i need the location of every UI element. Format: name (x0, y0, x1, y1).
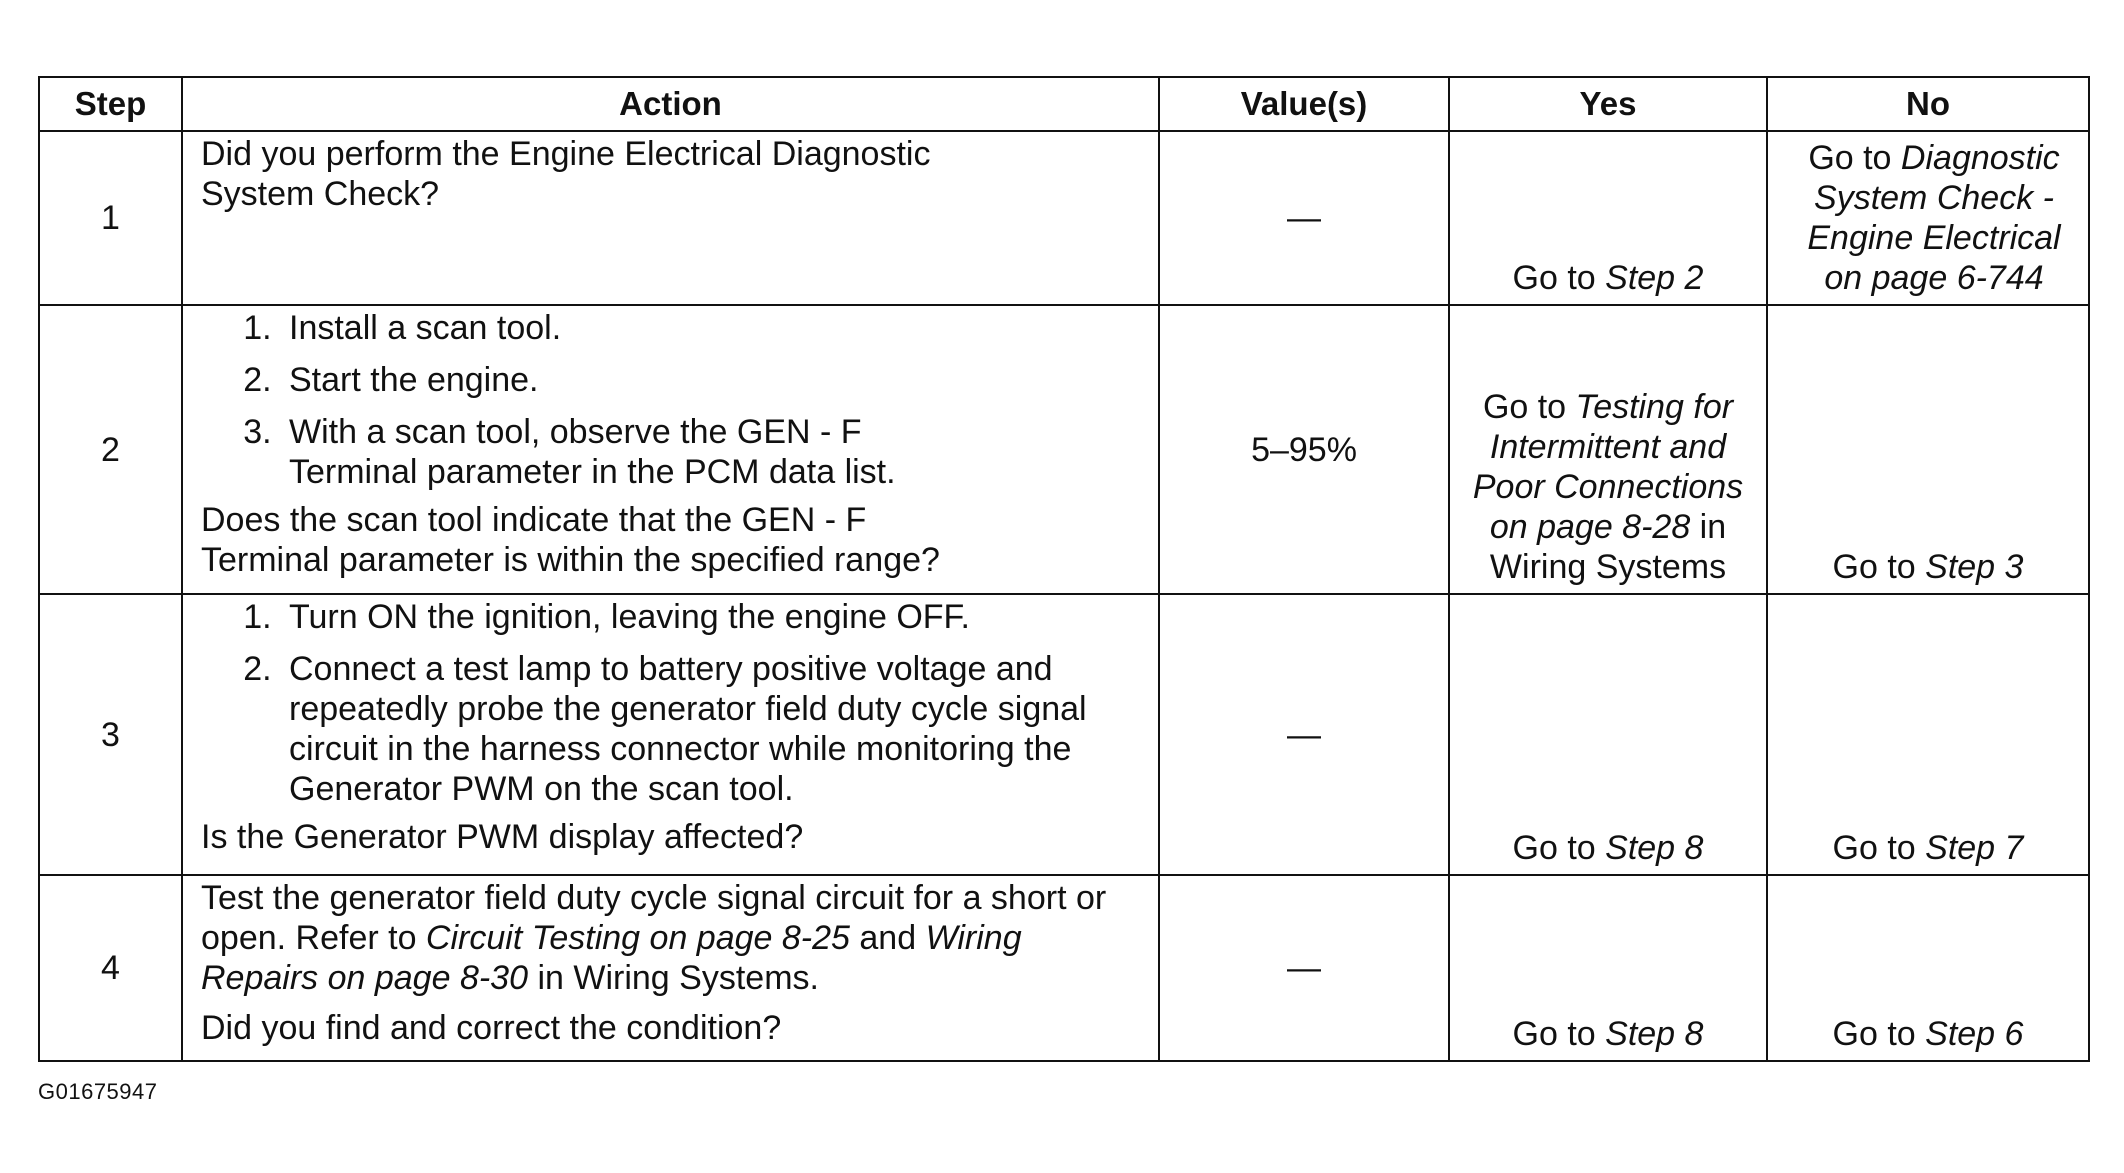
yes-suffix: in Wiring Systems (1489, 508, 1727, 586)
table-header (39, 77, 2089, 131)
table-row (39, 131, 2089, 305)
step-number: 2 (39, 305, 182, 594)
yes-prefix: Go to (1482, 388, 1576, 426)
header-yes: Yes (1449, 77, 1767, 131)
no-cell (1767, 875, 2089, 1061)
value-cell: — (1159, 131, 1449, 305)
yes-cell (1449, 305, 1767, 594)
value-cell: — (1159, 594, 1449, 875)
yes-prefix: Go to (1512, 259, 1606, 297)
action-text: and (849, 919, 926, 957)
header-no: No (1767, 77, 2089, 131)
no-link[interactable]: Step 7 (1925, 829, 2024, 867)
value-cell: 5–95% (1159, 305, 1449, 594)
value-cell: — (1159, 875, 1449, 1061)
action-text: Test the generator field duty cycle signal circuit for a short or open. Refer to (201, 879, 1107, 957)
no-cell (1767, 131, 2089, 305)
action-step-item: 2. Start the engine. (281, 360, 1136, 400)
action-question: Did you find and correct the condition? (201, 1009, 782, 1047)
yes-link[interactable]: Step 8 (1605, 1015, 1704, 1053)
action-cell (182, 131, 1159, 305)
action-cell (182, 875, 1159, 1061)
no-cell (1767, 594, 2089, 875)
action-steps (201, 597, 1136, 809)
yes-cell (1449, 875, 1767, 1061)
table-row (39, 875, 2089, 1061)
action-question: Did you perform the Engine Electrical Diagnostic System Check? (201, 135, 931, 213)
action-instruction (201, 878, 1136, 998)
no-prefix: Go to (1832, 548, 1926, 586)
figure-id: G01675947 (38, 1079, 158, 1104)
no-link[interactable]: Diagnostic System Check - Engine Electrical on page 6-744 (1807, 139, 2061, 297)
no-cell (1767, 305, 2089, 594)
action-cell (182, 305, 1159, 594)
yes-cell (1449, 131, 1767, 305)
no-prefix: Go to (1832, 1015, 1926, 1053)
header-step: Step (39, 77, 182, 131)
yes-link[interactable]: Step 8 (1605, 829, 1704, 867)
yes-prefix: Go to (1512, 829, 1606, 867)
yes-cell (1449, 594, 1767, 875)
table-row (39, 305, 2089, 594)
header-action: Action (182, 77, 1159, 131)
action-question: Does the scan tool indicate that the GEN - F Terminal parameter is within the specified range? (201, 501, 940, 579)
action-step-item: 3. With a scan tool, observe the GEN - F Terminal parameter in the PCM data list. (281, 412, 1136, 492)
step-number: 3 (39, 594, 182, 875)
action-text: in Wiring Systems. (528, 959, 819, 997)
no-prefix: Go to (1832, 829, 1926, 867)
no-prefix: Go to (1808, 139, 1901, 177)
wiring-repairs-link[interactable]: Wiring Repairs on page 8-30 (201, 919, 1022, 997)
action-steps (201, 308, 1136, 492)
step-number: 1 (39, 131, 182, 305)
circuit-testing-link[interactable]: Circuit Testing on page 8-25 (425, 919, 850, 957)
table-row (39, 594, 2089, 875)
header-values: Value(s) (1159, 77, 1449, 131)
no-link[interactable]: Step 3 (1925, 548, 2024, 586)
action-cell (182, 594, 1159, 875)
action-step-item: 1. Install a scan tool. (281, 308, 1136, 348)
action-step-item: 1. Turn ON the ignition, leaving the engine OFF. (281, 597, 1136, 637)
action-question: Is the Generator PWM display affected? (201, 818, 804, 856)
diagnostic-table (38, 76, 2090, 1062)
action-step-item: 2. Connect a test lamp to battery positive voltage and repeatedly probe the generator field duty cycle signal circuit in the harness connector while monitoring the Generator PWM on the scan tool. (281, 649, 1136, 809)
yes-link[interactable]: Testing for Intermittent and Poor Connections on page 8-28 (1472, 388, 1744, 546)
yes-link[interactable]: Step 2 (1605, 259, 1704, 297)
header-row (39, 77, 2089, 131)
yes-prefix: Go to (1512, 1015, 1606, 1053)
step-number: 4 (39, 875, 182, 1061)
no-link[interactable]: Step 6 (1925, 1015, 2024, 1053)
